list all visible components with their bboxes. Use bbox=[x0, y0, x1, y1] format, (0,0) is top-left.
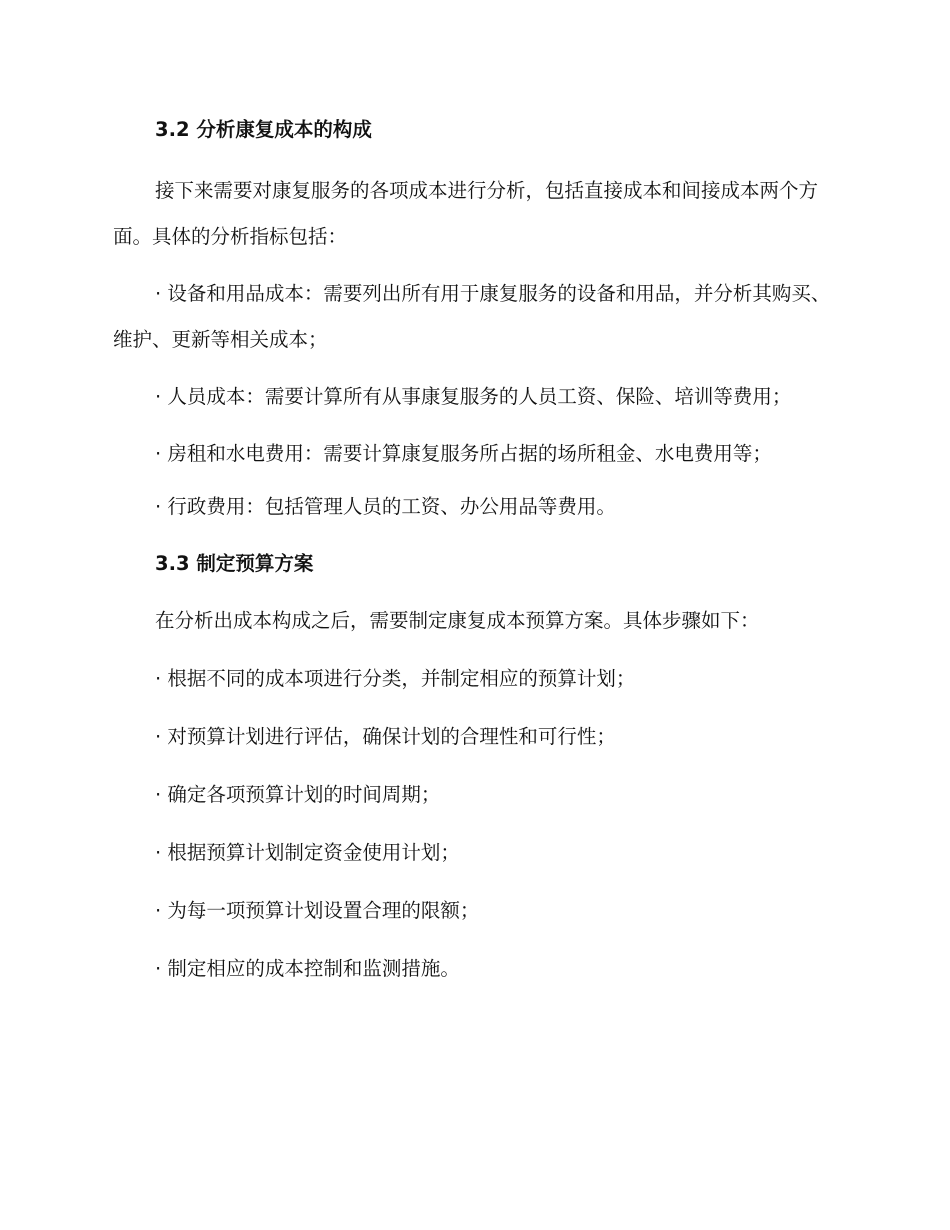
section-3-3-intro: 在分析出成本构成之后，需要制定康复成本预算方案。具体步骤如下： bbox=[155, 609, 760, 632]
budget-step-time-period: · 确定各项预算计划的时间周期； bbox=[155, 783, 441, 806]
cost-item-rent-utilities: · 房租和水电费用：需要计算康复服务所占据的场所租金、水电费用等； bbox=[155, 442, 772, 465]
budget-step-cost-control: · 制定相应的成本控制和监测措施。 bbox=[155, 957, 460, 980]
budget-step-funding-plan: · 根据预算计划制定资金使用计划； bbox=[155, 841, 460, 864]
section-heading-3-2: 3.2 分析康复成本的构成 bbox=[155, 118, 372, 141]
budget-step-evaluate: · 对预算计划进行评估，确保计划的合理性和可行性； bbox=[155, 725, 616, 748]
section-3-2-intro: 接下来需要对康复服务的各项成本进行分析，包括直接成本和间接成本两个方面。具体的分析指标包括： bbox=[113, 179, 819, 248]
section-heading-3-3: 3.3 制定预算方案 bbox=[155, 552, 314, 575]
budget-step-limits: · 为每一项预算计划设置合理的限额； bbox=[155, 899, 480, 922]
cost-item-administrative: · 行政费用：包括管理人员的工资、办公用品等费用。 bbox=[155, 495, 616, 518]
document-body bbox=[113, 112, 835, 1008]
cost-item-equipment: · 设备和用品成本：需要列出所有用于康复服务的设备和用品，并分析其购买、维护、更新等相关成本； bbox=[113, 282, 831, 351]
budget-step-classify: · 根据不同的成本项进行分类，并制定相应的预算计划； bbox=[155, 667, 636, 690]
cost-item-personnel: · 人员成本：需要计算所有从事康复服务的人员工资、保险、培训等费用； bbox=[155, 385, 792, 408]
